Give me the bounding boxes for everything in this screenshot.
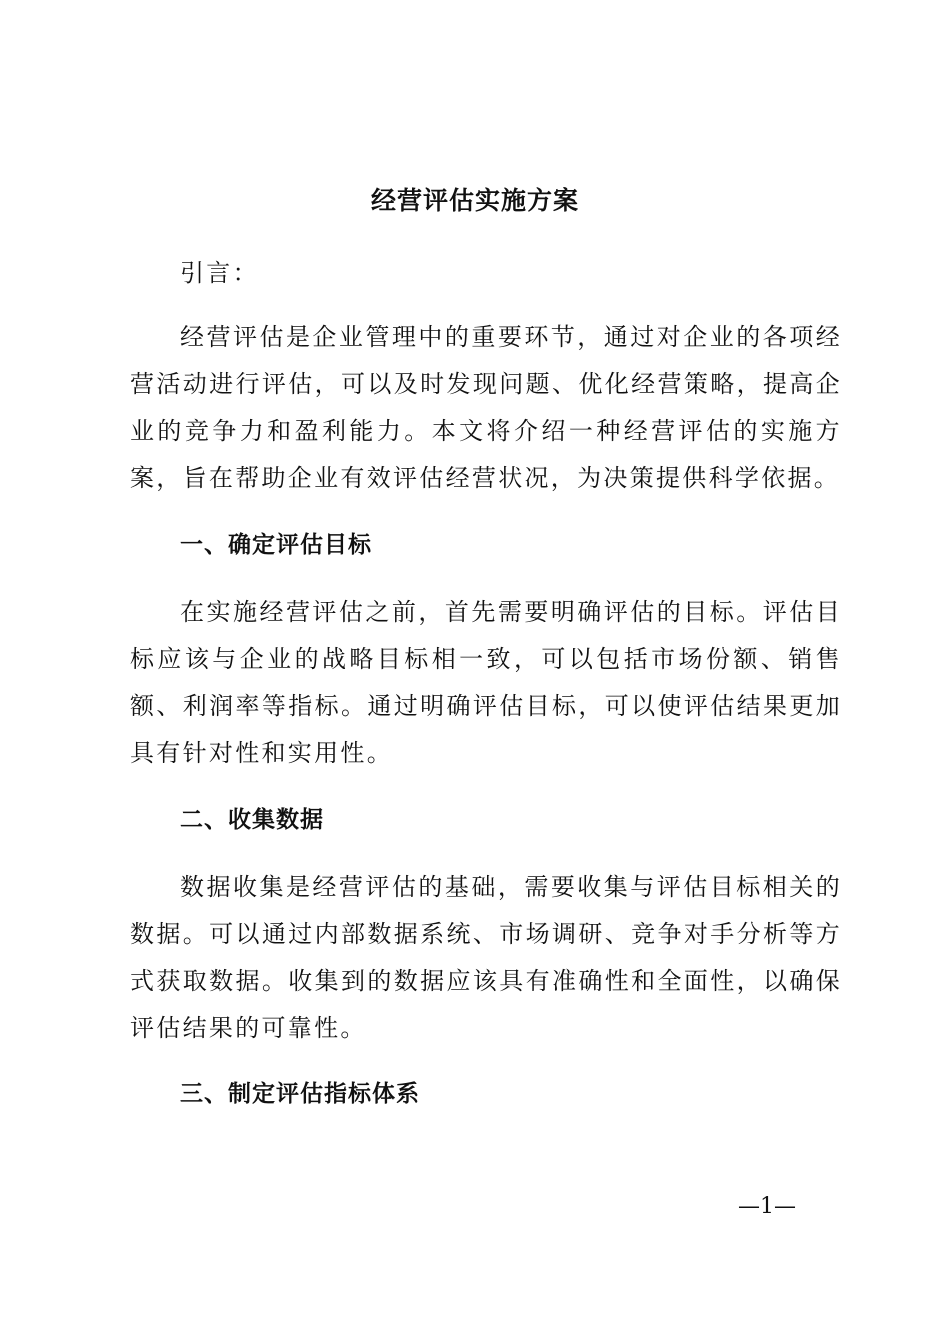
section-heading-1: 一、确定评估目标: [180, 532, 372, 558]
page-number: —1—: [738, 1194, 796, 1219]
document-title: 经营评估实施方案: [370, 186, 579, 215]
intro-paragraph: 经营评估是企业管理中的重要环节，通过对企业的各项经营活动进行评估，可以及时发现问题、优化经营策略，提高企业的竞争力和盈利能力。本文将介绍一种经营评估的实施方案，旨在帮助企业有效评估经营状况，为决策提供科学依据。: [130, 323, 842, 492]
section-heading-2: 二、收集数据: [180, 807, 324, 833]
section-paragraph-2: 数据收集是经营评估的基础，需要收集与评估目标相关的数据。可以通过内部数据系统、市场调研、竞争对手分析等方式获取数据。收集到的数据应该具有准确性和全面性，以确保评估结果的可靠性。: [130, 873, 842, 1042]
section-heading-3: 三、制定评估指标体系: [180, 1081, 420, 1107]
intro-label: 引言：: [180, 259, 259, 287]
section-paragraph-1: 在实施经营评估之前，首先需要明确评估的目标。评估目标应该与企业的战略目标相一致，可以包括市场份额、销售额、利润率等指标。通过明确评估目标，可以使评估结果更加具有针对性和实用性。: [130, 598, 842, 767]
